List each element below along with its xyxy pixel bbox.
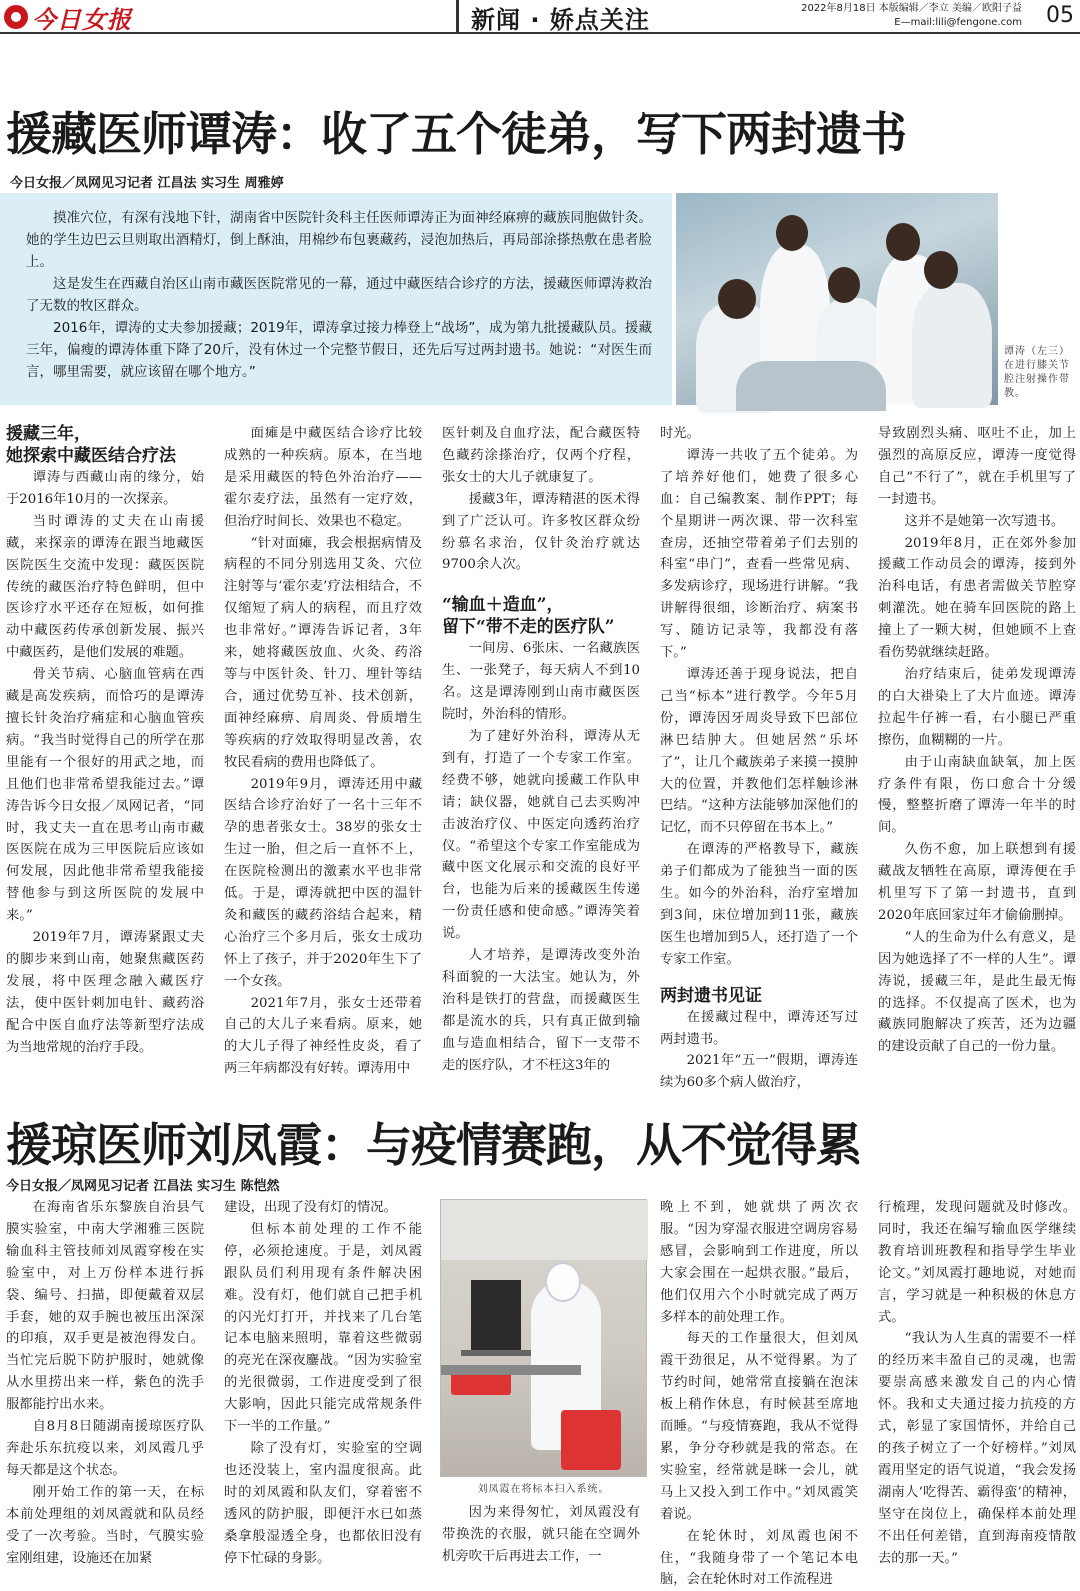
lead-paragraph: 这是发生在西藏自治区山南市藏医医院常见的一幕，通过中藏医结合诊疗的方法，援藏医师谭涛救治了无数的牧区群众。 (26, 276, 652, 314)
article1-lead (0, 193, 672, 405)
editor-email[interactable]: E—mail:lili@fengone.com (894, 17, 1022, 28)
article1-subhead-2: “输血＋造血”， 留下“带不走的医疗队” (442, 595, 615, 638)
paragraph: 晚上不到，她就烘了两次衣服。“因为穿湿衣服进空调房容易感冒，会影响到工作进度，所以大家会围在一起烘衣服。”最后，他们仅用六个小时就完成了两万多样本的前处理工作。 (660, 1200, 858, 1325)
article2-column-1 (6, 1197, 204, 1567)
article1-column-2 (224, 423, 422, 1103)
article1-column-1 (6, 423, 204, 1103)
article1-headline: 援藏医师谭涛：收了五个徒弟，写下两封遗书 (6, 107, 906, 161)
paragraph: 2021年7月，张女士还带着自己的大儿子来看病。原来，她的大儿子得了神经性皮炎，看了两三年病都没有好转。谭涛用中 (224, 995, 422, 1077)
paragraph: 在轮休时，刘凤霞也闲不住，“我随身带了一个笔记本电脑，会在轮休时对工作流程进 (660, 1528, 858, 1588)
paragraph: “针对面瘫，我会根据病情及病程的不同分别选用艾灸、穴位注射等与‘霍尔麦’疗法相结合，不仅缩短了病人的病程，而且疗效也非常好。”谭涛告诉记者，3年来，她将藏医放血、火灸、药浴等与中医针灸、针刀、埋针等结合，通过优势互补、技术创新，面神经麻痹、肩周炎、骨质增生等疾病的疗效取得明显改善，农牧民看病的费用也降低了。 (224, 535, 422, 770)
article1-photo-caption: 谭涛（左三）在进行膝关节腔注射操作带教。 (1004, 346, 1070, 399)
newspaper-logo[interactable] (4, 2, 132, 32)
paragraph: 医针刺及自血疗法，配合藏医特色藏药涂搽治疗，仅两个疗程，张女士的大儿子就康复了。 (442, 426, 640, 485)
article1-column-5 (878, 423, 1076, 1103)
paragraph: 一间房、6张床、一名藏族医生、一张凳子，每天病人不到10名。这是谭涛刚到山南市藏医医院时，外治科的情形。 (442, 641, 640, 723)
paragraph: 谭涛与西藏山南的缘分，始于2016年10月的一次探亲。 (6, 470, 204, 507)
lead-paragraph: 2016年，谭涛的丈夫参加援藏；2019年，谭涛拿过接力棒登上“战场”，成为第九批援藏队员。援藏三年，偏瘦的谭涛体重下降了20斤，没有休过一个完整节假日，还先后写过两封遗书。她说：“对医生而言，哪里需要，就应该留在哪个地方。” (26, 320, 652, 380)
paragraph: 2019年9月，谭涛还用中藏医结合诊疗治好了一名十三年不孕的患者张女士。38岁的张女士生过一胎，但之后一直怀不上，在医院检测出的激素水平也非常低。于是，谭涛就把中医的温针灸和藏医的藏药浴结合起来，精心治疗三个多月后，张女士成功怀上了孩子，并于2020年生下了一个女孩。 (224, 776, 422, 989)
article2-photo-caption: 刘凤霞在将标本扫入系统。 (477, 1484, 610, 1495)
paragraph: 面瘫是中藏医结合诊疗比较成熟的一种疾病。原本，在当地是采用藏医的特色外治治疗——霍尔麦疗法，虽然有一定疗效，但治疗时间长、效果也不稳定。 (224, 426, 422, 529)
edition-date-editors: 2022年8月18日 本版编辑／李立 美编／欧阳子益 (801, 3, 1022, 14)
paragraph: 骨关节病、心脑血管病在西藏是高发疾病，而恰巧的是谭涛擅长针灸治疗痛症和心脑血管疾病。“我当时觉得自己的所学在那里能有一个很好的用武之地，而且他们也非常希望我能过去。”谭涛告诉今日女报／凤网记者，“同时，我丈夫一直在思考山南市藏医医院在成为三甲医院后应该如何发展，因此他非常希望我能接替他参与到这所医院的发展中来。” (6, 667, 204, 924)
paragraph: 在援藏过程中，谭涛还写过两封遗书。 (660, 1009, 858, 1047)
paragraph: 谭涛还善于现身说法，把自己当“标本”进行教学。今年5月份，谭涛因牙周炎导致下巴部位淋巴结肿大。但她居然“乐坏了”，让几个藏族弟子来摸一摸肿大的位置，并教他们怎样触诊淋巴结。“这种方法能够加深他们的记忆，而不只停留在书本上。” (660, 666, 858, 836)
paragraph: 治疗结束后，徒弟发现谭涛的白大褂染上了大片血迹。谭涛拉起牛仔裤一看，右小腿已严重擦伤，血糊糊的一片。 (878, 666, 1076, 748)
paragraph: 援藏3年，谭涛精湛的医术得到了广泛认可。许多牧区群众纷纷慕名求治，仅针灸治疗就达9700余人次。 (442, 491, 640, 573)
article2-headline: 援琼医师刘凤霞：与疫情赛跑，从不觉得累 (6, 1118, 861, 1172)
edition-info (801, 2, 1022, 30)
paragraph: 2021年“五一”假期，谭涛连续为60多个病人做治疗， (660, 1053, 858, 1091)
article2-column-4 (660, 1197, 858, 1588)
paragraph: 2019年8月，正在郊外参加援藏工作动员会的谭涛，接到外治科电话，有患者需做关节腔穿刺灌洗。她在骑车回医院的路上撞上了一颗大树，但她顾不上查看伤势就继续赶路。 (878, 535, 1076, 661)
paragraph: “人的生命为什么有意义，是因为她选择了不一样的人生”。谭涛说，援藏三年，是此生最无悔的选择。不仅提高了医术，也为藏族同胞解决了疾苦，还为边疆的建设贡献了自己的一份力量。 (878, 929, 1076, 1055)
article1-subhead-1: 援藏三年， 她探索中藏医结合疗法 (6, 424, 176, 466)
paragraph: 在海南省乐东黎族自治县气膜实验室，中南大学湘雅三医院输血科主管技师刘凤霞穿梭在实验室中，对上万份样本进行拆袋、编号、扫描，即便戴着双层手套，她的双手腕也被压出深深的印痕，双手更是被泡得发白。当忙完后脱下防护服时，她就像从水里捞出来一样，紫色的洗手服都能拧出水来。 (6, 1200, 204, 1413)
paragraph: 除了没有灯，实验室的空调也还没装上，室内温度很高。此时的刘凤霞和队友们，穿着密不透风的防护服，即便汗水已如蒸桑拿般湿透全身，也都依旧没有停下忙碌的身影。 (224, 1440, 422, 1566)
logo-text: 今日女报 (32, 4, 132, 34)
paragraph: 2019年7月，谭涛紧跟丈夫的脚步来到山南，她聚焦藏医药发展，将中医理念融入藏医疗法，使中医针刺加电针、藏药浴配合中医自血疗法等新型疗法成为当地常规的治疗手段。 (6, 930, 204, 1055)
paragraph: 因为来得匆忙，刘凤霞没有带换洗的衣服，就只能在空调外机旁吹干后再进去工作，一 (442, 1505, 640, 1564)
section-title: 新闻 · 娇点关注 (456, 0, 650, 34)
paragraph: 为了建好外治科，谭涛从无到有，打造了一个专家工作室。经费不够，她就向援藏工作队申请；缺仪器，她就自己去买购冲击波治疗仪、中医定向透药治疗仪。“希望这个专家工作室能成为藏中医文化展示和交流的良好平台，也能为后来的援藏医生传递一份责任感和使命感。”谭涛笑着说。 (442, 728, 640, 942)
lead-paragraph: 摸准穴位，有深有浅地下针，湖南省中医院针灸科主任医师谭涛正为面神经麻痹的藏族同胞做针灸。她的学生边巴云旦则取出酒精灯，倒上酥油，用棉纱布包裹藏药，浸泡加热后，再局部涂搽热敷在患者脸上。 (26, 210, 652, 270)
paragraph: 每天的工作量很大，但刘凤霞干劲很足，从不觉得累。为了节约时间，她常常直接躺在泡沫板上稍作休息，有时候甚至席地而睡。“与疫情赛跑，我从不觉得累，争分夺秒就是我的常态。在实验室，经常就是眯一会儿，就马上又投入到工作中。”刘凤霞笑着说。 (660, 1331, 858, 1522)
paragraph: 这并不是她第一次写遗书。 (904, 513, 1065, 529)
paragraph: 导致剧烈头痛、呕吐不止，加上强烈的高原反应，谭涛一度觉得自己“不行了”，就在手机里写了一封遗书。 (878, 426, 1076, 507)
article1-column-3 (442, 423, 640, 1103)
paragraph: 建设，出现了没有灯的情况。 (224, 1200, 397, 1215)
paragraph: 行梳理，发现问题就及时修改。同时，我还在编写输血医学继续教育培训班教程和指导学生毕业论文。”刘凤霞打趣地说，对她而言，学习就是一种积极的休息方式。 (878, 1200, 1076, 1325)
article2-column-2 (224, 1197, 422, 1567)
paragraph: 谭涛一共收了五个徒弟。为了培养好他们，她费了很多心血：自己编教案、制作PPT；每个星期讲一两次课、带一次科室查房，还抽空带着弟子们去别的科室“串门”，查看一些常见病、多发病诊疗，现场进行讲解。“我讲解得很细，诊断治疗、病案书写、随访记录等，我都没有落下。” (660, 447, 858, 661)
article1-photo[interactable] (676, 193, 998, 405)
paragraph: 当时谭涛的丈夫在山南援藏，来探亲的谭涛在跟当地藏医医院医生交流中发现：藏医医院传统的藏医治疗特色鲜明，但中医诊疗水平还存在短板，如何推动中藏医药传承创新发展、振兴中藏医药，是他们发展的难题。 (6, 513, 204, 661)
article2-byline: 今日女报／凤网见习记者 江昌法 实习生 陈恺然 (6, 1179, 280, 1194)
paragraph: 时光。 (660, 426, 700, 441)
article2-column-3 (442, 1502, 640, 1567)
logo-emblem-icon (4, 5, 28, 29)
article1-byline: 今日女报／凤网见习记者 江昌法 实习生 周雅婷 (10, 176, 284, 191)
paragraph: 但标本前处理的工作不能停，必须抢速度。于是，刘凤霞跟队员们利用现有条件解决困难。没有灯，他们就自己把手机的闪光灯打开，并找来了几台笔记本电脑来照明，靠着这些微弱的亮光在深夜鏖战。“因为实验室的光很微弱，工作进度受到了很大影响，因此只能完成常规条件下一半的工作量。” (224, 1221, 422, 1435)
article2-photo[interactable] (440, 1199, 647, 1477)
paragraph: “我认为人生真的需要不一样的经历来丰盈自己的灵魂，也需要崇高感来激发自己的内心情怀。我和丈夫通过接力抗疫的方式，彰显了家国情怀，并给自己的孩子树立了一个好榜样。”刘凤霞用坚定的语气说道，“我会发扬湖南人‘吃得苦、霸得蛮’的精神，坚守在岗位上，确保样本前处理不出任何差错，直到海南疫情散去的那一天。” (878, 1331, 1076, 1566)
paragraph: 在谭涛的严格教导下，藏族弟子们都成为了能独当一面的医生。如今的外治科，治疗室增加到3间，床位增加到11张，藏族医生也增加到5人，还打造了一个专家工作室。 (660, 842, 858, 967)
article1-subhead-3: 两封遗书见证 (660, 985, 762, 1006)
page-number: 05 (1046, 3, 1074, 28)
article1-column-4 (660, 423, 858, 1103)
masthead (0, 0, 1080, 34)
paragraph: 人才培养，是谭涛改变外治科面貌的一大法宝。她认为，外治科是铁打的营盘，而援藏医生都是流水的兵，只有真正做到输血与造血相结合，留下一支带不走的医疗队，才不枉这3年的 (442, 948, 640, 1073)
article2-column-5 (878, 1197, 1076, 1567)
paragraph: 刚开始工作的第一天，在标本前处理组的刘凤霞就和队员经受了一次考验。当时，气膜实验室刚组建，设施还在加紧 (6, 1484, 204, 1566)
paragraph: 由于山南缺血缺氧，加上医疗条件有限，伤口愈合十分缓慢，整整折磨了谭涛一年半的时间。 (878, 754, 1076, 836)
paragraph: 自8月8日随湖南援琼医疗队奔赴乐东抗疫以来，刘凤霞几乎每天都是这个状态。 (6, 1419, 204, 1478)
paragraph: 久伤不愈，加上联想到有援藏战友牺牲在高原，谭涛便在手机里写下了第一封遗书，直到2020年底回家过年才偷偷删掉。 (878, 842, 1076, 923)
